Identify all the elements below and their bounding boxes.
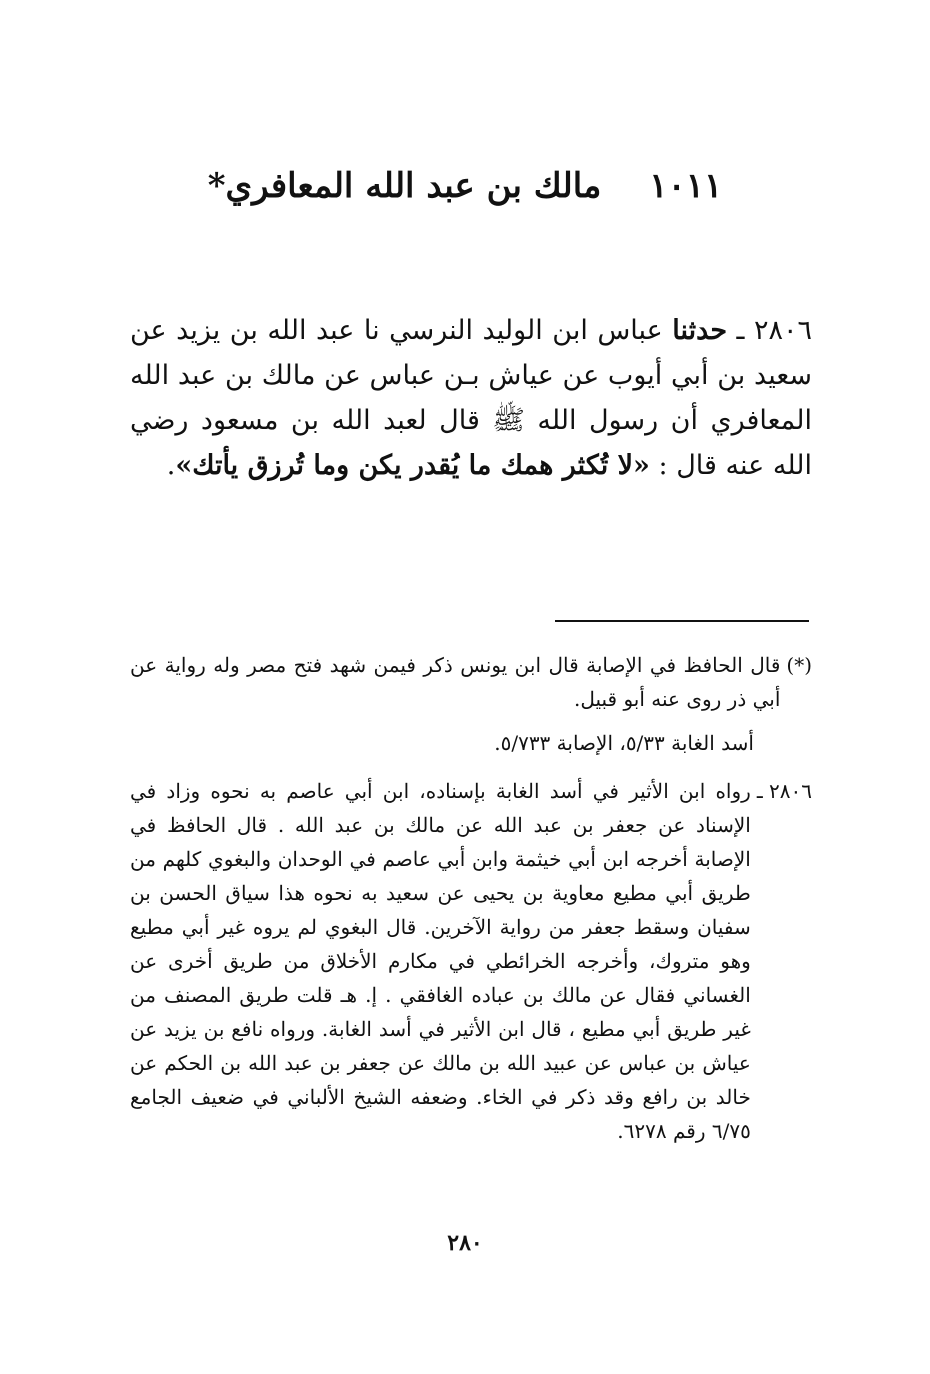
- hadith-number: ٢٨٠٦ ـ: [736, 315, 812, 346]
- footnote-1-text: قال الحافظ في الإصابة قال ابن يونس ذكر فيمن شهد فتح مصر وله رواية عن أبي ذر روى عنه أبو قبيل.: [130, 653, 781, 711]
- chapter-number: ١٠١١: [649, 166, 723, 206]
- page-number: ٢٨٠: [447, 1230, 483, 1256]
- footnotes: [130, 648, 812, 1158]
- footnote-1: [130, 648, 812, 716]
- hadith-text: [130, 308, 812, 488]
- footnote-divider: [555, 620, 809, 622]
- hadith-lead-word: حدثنا: [672, 315, 728, 346]
- hadith-chain: عباس ابن الوليد النرسي نا عبد الله بن يزيد عن سعيد بن أبي أيوب عن عياش بـن عباس عن مالك بن عبد الله المعافري أن رسول الله ﷺ قال لعبد الله بن مسعود رضي الله عنه قال :: [130, 315, 812, 481]
- footnote-2-text: رواه ابن الأثير في أسد الغابة بإسناده، ابن أبي عاصم به نحوه وزاد في الإسناد عن جعفر بن عبد الله عن مالك بن عبد الله . قال الحافظ في الإصابة أخرجه ابن أبي خيثمة وابن أبي عاصم في الوحدان والبغوي كلهم من طريق أبي مطيع معاوية بن يحيى عن سعيد به نحوه هذا سياق الحسن بن سفيان وسقط جعفر من رواية الآخرين. قال البغوي لم يروه غير أبي مطيع وهو متروك، وأخرجه الخرائطي في مكارم الأخلاق من طريق أخرى عن الغساني فقال عن مالك بن عباده الغافقي . إ. هـ قلت طريق المصنف من غير طريق أبي مطيع ، قال ابن الأثير في أسد الغابة. ورواه نافع بن يزيد عن عياش بن عباس عن عبيد الله بن مالك عن جعفر بن عبد الله بن الحكم عن خالد بن رافع وقد ذكر في الخاء. وضعفه الشيخ الألباني في ضعيف الجامع ٦/٧٥ رقم ٦٢٧٨.: [130, 779, 751, 1143]
- chapter-title: مالك بن عبد الله المعافري*: [207, 166, 602, 206]
- hadith-quote: «لا تُكثر همك ما يُقدر يكن وما تُرزق يأتك»: [175, 450, 650, 481]
- footnote-2-mark: ٢٨٠٦ ـ: [756, 779, 812, 803]
- footnote-2: [130, 774, 812, 1148]
- footnote-1-sources: أسد الغابة ٥/٣٣، الإصابة ٥/٧٣٣.: [494, 731, 754, 755]
- hadith-end-mark: .: [166, 450, 176, 481]
- footnote-1-mark: (*): [786, 653, 812, 677]
- chapter-heading: [120, 160, 810, 212]
